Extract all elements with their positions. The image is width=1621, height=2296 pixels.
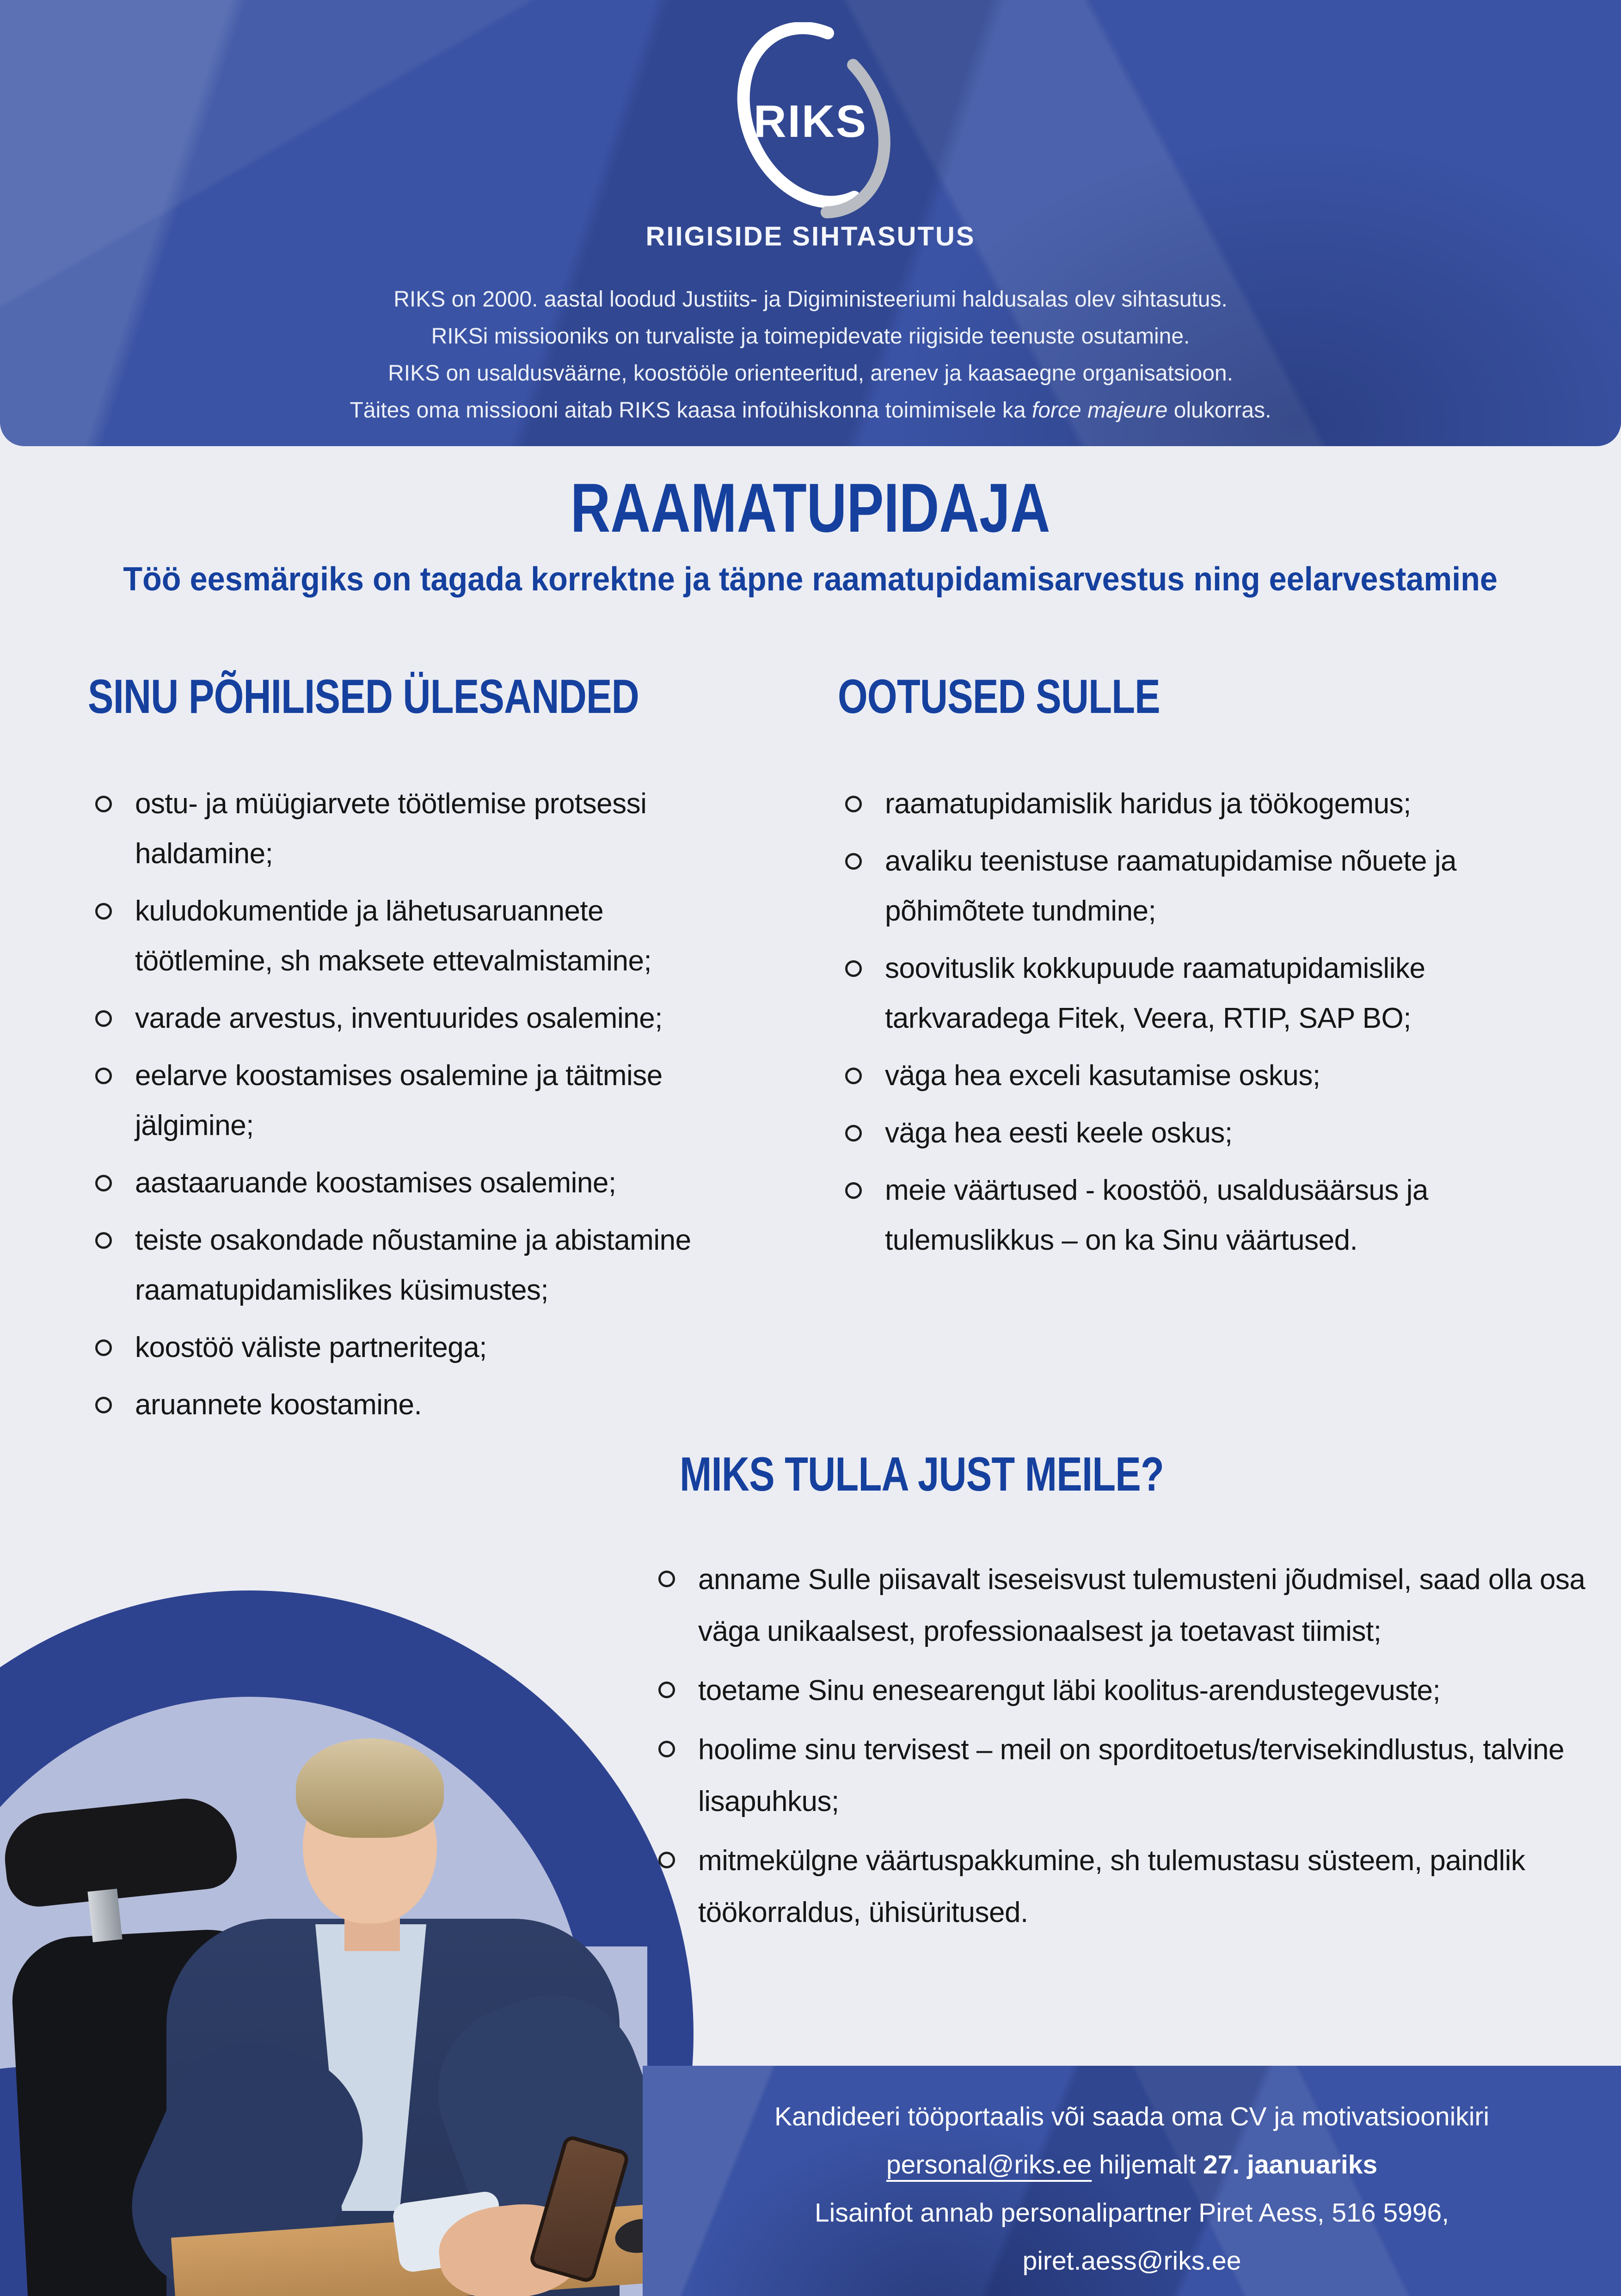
list-item: avaliku teenistuse raamatupidamise nõuete ja põhimõtete tundmine; (838, 836, 1485, 936)
page-subtitle: Töö eesmärgiks on tagada korrektne ja täpne raamatupidamisarvestus ning eelarvestamine (123, 561, 1498, 598)
deadline: 27. jaanuariks (1203, 2150, 1378, 2179)
list-item: väga hea eesti keele oskus; (838, 1108, 1485, 1158)
section-heading-tasks: SINU PÕHILISED ÜLESANDED (88, 670, 639, 724)
list-item: koostöö väliste partneritega; (88, 1323, 707, 1373)
section-why (651, 1447, 1603, 1946)
section-heading-expectations: OOTUSED SULLE (838, 670, 1160, 724)
contact-line-2: personal@riks.ee hiljemalt 27. jaanuariks (886, 2150, 1378, 2179)
list-item: ostu- ja müügiarvete töötlemise protsessi haldamine; (88, 779, 707, 879)
contact-text (643, 2066, 1621, 2285)
svg-text:RIKS: RIKS (753, 96, 868, 147)
list-item: mitmekülgne väärtuspakkumine, sh tulemustasu süsteem, paindlik töökorraldus, ühisüritused. (651, 1835, 1603, 1939)
list-item: aruannete koostamine. (88, 1380, 707, 1430)
page-title: RAAMATUPIDAJA (571, 469, 1050, 546)
list-item: anname Sulle piisavalt iseseisvust tulemusteni jõudmisel, saad olla osa väga unikaalsest, professionaalsest ja toetavast tiimist; (651, 1554, 1603, 1658)
organization-name: RIIGISIDE SIHTASUTUS (645, 221, 976, 252)
section-heading-why: MIKS TULLA JUST MEILE? (680, 1448, 1164, 1501)
chair-headrest-post (87, 1889, 122, 1942)
list-item: varade arvestus, inventuurides osalemine; (88, 994, 707, 1044)
list-item: aastaaruande koostamises osalemine; (88, 1158, 707, 1208)
list-item: meie väärtused - koostöö, usaldusäärsus ja tulemuslikkus – on ka Sinu väärtused. (838, 1166, 1485, 1265)
list-item: eelarve koostamises osalemine ja täitmise jälgimine; (88, 1051, 707, 1151)
contact-panel (643, 2066, 1621, 2296)
intro-line: RIKSi missiooniks on turvaliste ja toimepidevate riigiside teenuste osutamine. (431, 324, 1190, 349)
list-item: teiste osakondade nõustamine ja abistamine raamatupidamislikes küsimustes; (88, 1216, 707, 1315)
expectations-list (838, 779, 1485, 1265)
person-hair (296, 1738, 444, 1838)
header-banner (0, 0, 1621, 446)
contact-line-3: Lisainfot annab personalipartner Piret Aess, 516 5996, (814, 2198, 1449, 2228)
intro-line: RIKS on 2000. aastal loodud Justiits- ja Digiministeeriumi haldusalas olev sihtasutus. (393, 287, 1228, 312)
tasks-list (88, 779, 707, 1430)
list-item: toetame Sinu enesearengut läbi koolitus-arendustegevuste; (651, 1665, 1603, 1717)
list-item: kuludokumentide ja lähetusaruannete töötlemine, sh maksete ettevalmistamine; (88, 886, 707, 986)
intro-line: RIKS on usaldusväärne, koostööle orienteeritud, arenev ja kaasaegne organisatsioon. (388, 361, 1233, 386)
riks-logo (0, 22, 1621, 221)
intro-paragraph (0, 281, 1621, 429)
contact-line-4: piret.aess@riks.ee (1022, 2246, 1241, 2276)
section-expectations (838, 669, 1485, 1273)
list-item: hoolime sinu tervisest – meil on sporditoetus/tervisekindlustus, talvine lisapuhkus; (651, 1724, 1603, 1828)
section-tasks (88, 669, 707, 1437)
contact-line-1: Kandideeri tööportaalis või saada oma CV ja motivatsioonikiri (774, 2102, 1490, 2131)
list-item: väga hea exceli kasutamise oskus; (838, 1051, 1485, 1101)
riks-logo-icon (709, 22, 912, 221)
list-item: soovituslik kokkupuude raamatupidamislike tarkvaradega Fitek, Veera, RTIP, SAP BO; (838, 944, 1485, 1044)
why-list (651, 1554, 1603, 1939)
email-link[interactable]: personal@riks.ee (886, 2150, 1092, 2179)
intro-line: Täites oma missiooni aitab RIKS kaasa infoühiskonna toimimisele ka force majeure olukorras. (350, 398, 1271, 423)
list-item: raamatupidamislik haridus ja töökogemus; (838, 779, 1485, 829)
photo-scene (0, 1590, 694, 2296)
